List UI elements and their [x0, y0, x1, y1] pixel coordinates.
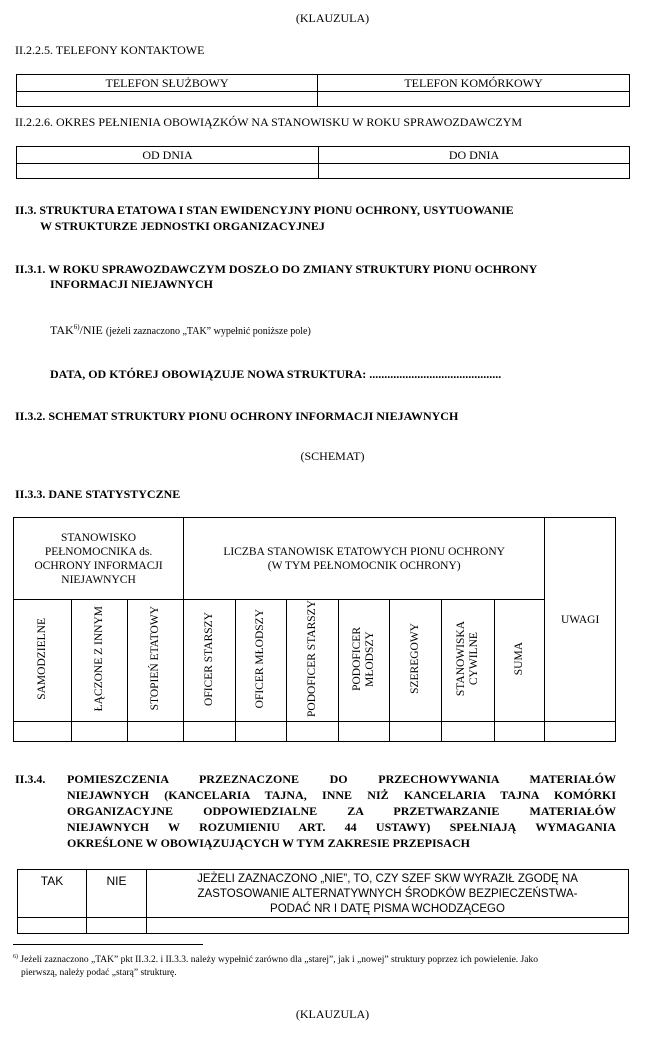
col-podoficer-mlodszy: PODOFICER MŁODSZY [338, 600, 390, 722]
footer-clause: (KLAUZULA) [295, 1007, 370, 1021]
col-stanowiska-cywilne: STANOWISKA CYWILNE [442, 600, 495, 722]
cell-stopien-etatowy[interactable] [128, 722, 184, 742]
section-232-heading: II.3.2. SCHEMAT STRUKTURY PIONU OCHRONY INFORMACJI NIEJAWNYCH [15, 409, 459, 423]
footnote-divider [13, 944, 203, 945]
schema-placeholder: (SCHEMAT) [300, 449, 365, 463]
col-to-date: DO DNIA [319, 147, 630, 164]
section-234-heading-line5: OKREŚLONE W OBOWIĄZUJĄCYCH W TYM ZAKRESIE PRZEPISACH [67, 836, 470, 850]
section-233-heading: II.3.3. DANE STATYSTYCZNE [15, 487, 181, 501]
footnote: $^{6)}$ Jeżeli zaznaczono „TAK” pkt II.3.2. i II.3.3. należy wypełnić zarówno dla „starej”, jak i „nowej” struktury poprzez ich powielenie. Jako pierwszą, należy podać „starą” strukturę. [13, 954, 538, 979]
cell-samodzielne[interactable] [14, 722, 72, 742]
cell-stanowiska-cywilne[interactable] [442, 722, 495, 742]
group-staff-count: LICZBA STANOWISK ETATOWYCH PIONU OCHRONY (W TYM PEŁNOMOCNIK OCHRONY) [184, 518, 545, 600]
col-tak: TAK [18, 870, 87, 918]
to-date-cell[interactable] [319, 164, 630, 179]
cell-szeregowy[interactable] [390, 722, 442, 742]
col-phone-mobile: TELEFON KOMÓRKOWY [318, 75, 630, 92]
rooms-table [17, 869, 629, 934]
period-table [16, 146, 630, 179]
col-szeregowy: SZEREGOWY [390, 600, 442, 722]
section-234-heading-line2: NIEJAWNYCH (KANCELARIA TAJNA, INNE NIŻ KANCELARIA TAJNA KOMÓRKI [67, 788, 616, 802]
cell-oficer-starszy[interactable] [184, 722, 236, 742]
section-231-heading-line1: II.3.1. W ROKU SPRAWOZDAWCZYM DOSZŁO DO ZMIANY STRUKTURY PIONU OCHRONY [15, 262, 538, 276]
col-oficer-starszy: OFICER STARSZY [184, 600, 236, 722]
group-plenipotentiary: STANOWISKO PEŁNOMOCNIKA ds. OCHRONY INFORMACJI NIEJAWNYCH [14, 518, 184, 600]
phones-table [16, 74, 630, 107]
section-234-heading-line3: ORGANIZACYJNE ODPOWIEDZIALNE ZA PRZETWARZANIE MATERIAŁÓW [67, 804, 616, 818]
tak-nie-choice[interactable] [50, 320, 311, 339]
section-226-heading: II.2.2.6. OKRES PEŁNIENIA OBOWIĄZKÓW NA STANOWISKU W ROKU SPRAWOZDAWCZYM [15, 115, 523, 129]
new-structure-date-line[interactable]: DATA, OD KTÓREJ OBOWIĄZUJE NOWA STRUKTURA: ............................................ [50, 367, 502, 381]
nie-label: /NIE [79, 323, 103, 337]
tak-note: (jeżeli zaznaczono „TAK” wypełnić poniższe pole) [105, 326, 311, 337]
cell-podoficer-starszy[interactable] [287, 722, 339, 742]
col-oficer-mlodszy: OFICER MŁODSZY [235, 600, 287, 722]
col-alternative-measures: JEŻELI ZAZNACZONO „NIE”, TO, CZY SZEF SKW WYRAZIŁ ZGODĘ NA ZASTOSOWANIE ALTERNATYWNYCH ŚRODKÓW BEZPIECZEŃSTWA- PODAĆ NR I DATĘ PISMA WCHODZĄCEGO [147, 870, 629, 918]
section-23-heading-line1: II.3. STRUKTURA ETATOWA I STAN EWIDENCYJNY PIONU OCHRONY, USYTUOWANIE [15, 203, 514, 217]
phone-office-cell[interactable] [17, 92, 318, 107]
col-phone-office: TELEFON SŁUŻBOWY [17, 75, 318, 92]
cell-alternative-measures[interactable] [147, 918, 629, 934]
col-suma: SUMA [494, 600, 545, 722]
footnote-ref: 6) [73, 323, 80, 331]
section-23-heading-line2: W STRUKTURZE JEDNOSTKI ORGANIZACYJNEJ [40, 219, 325, 233]
cell-uwagi[interactable] [545, 722, 616, 742]
col-stopien-etatowy: STOPIEŃ ETATOWY [128, 600, 184, 722]
col-from-date: OD DNIA [17, 147, 319, 164]
from-date-cell[interactable] [17, 164, 319, 179]
section-234-heading-line4: NIEJAWNYCH W ROZUMIENIU ART. 44 USTAWY) SPEŁNIAJĄ WYMAGANIA [67, 820, 616, 834]
section-231-heading-line2: INFORMACJI NIEJAWNYCH [50, 277, 214, 291]
cell-tak[interactable] [18, 918, 87, 934]
tak-label: TAK [50, 323, 74, 337]
col-samodzielne: SAMODZIELNE [14, 600, 72, 722]
phone-mobile-cell[interactable] [318, 92, 630, 107]
section-225-heading: II.2.2.5. TELEFONY KONTAKTOWE [15, 43, 205, 57]
cell-podoficer-mlodszy[interactable] [338, 722, 390, 742]
cell-oficer-mlodszy[interactable] [235, 722, 287, 742]
cell-suma[interactable] [494, 722, 545, 742]
cell-nie[interactable] [87, 918, 147, 934]
col-podoficer-starszy: PODOFICER STARSZY [287, 600, 339, 722]
col-laczone: ŁĄCZONE Z INNYM [71, 600, 128, 722]
col-nie: NIE [87, 870, 147, 918]
header-clause: (KLAUZULA) [295, 11, 370, 25]
statistics-table [13, 517, 616, 742]
cell-laczone[interactable] [71, 722, 128, 742]
section-234-heading-line1: II.3.4. POMIESZCZENIA PRZEZNACZONE DO PRZECHOWYWANIA MATERIAŁÓW [15, 772, 616, 786]
col-uwagi: UWAGI [545, 518, 616, 722]
